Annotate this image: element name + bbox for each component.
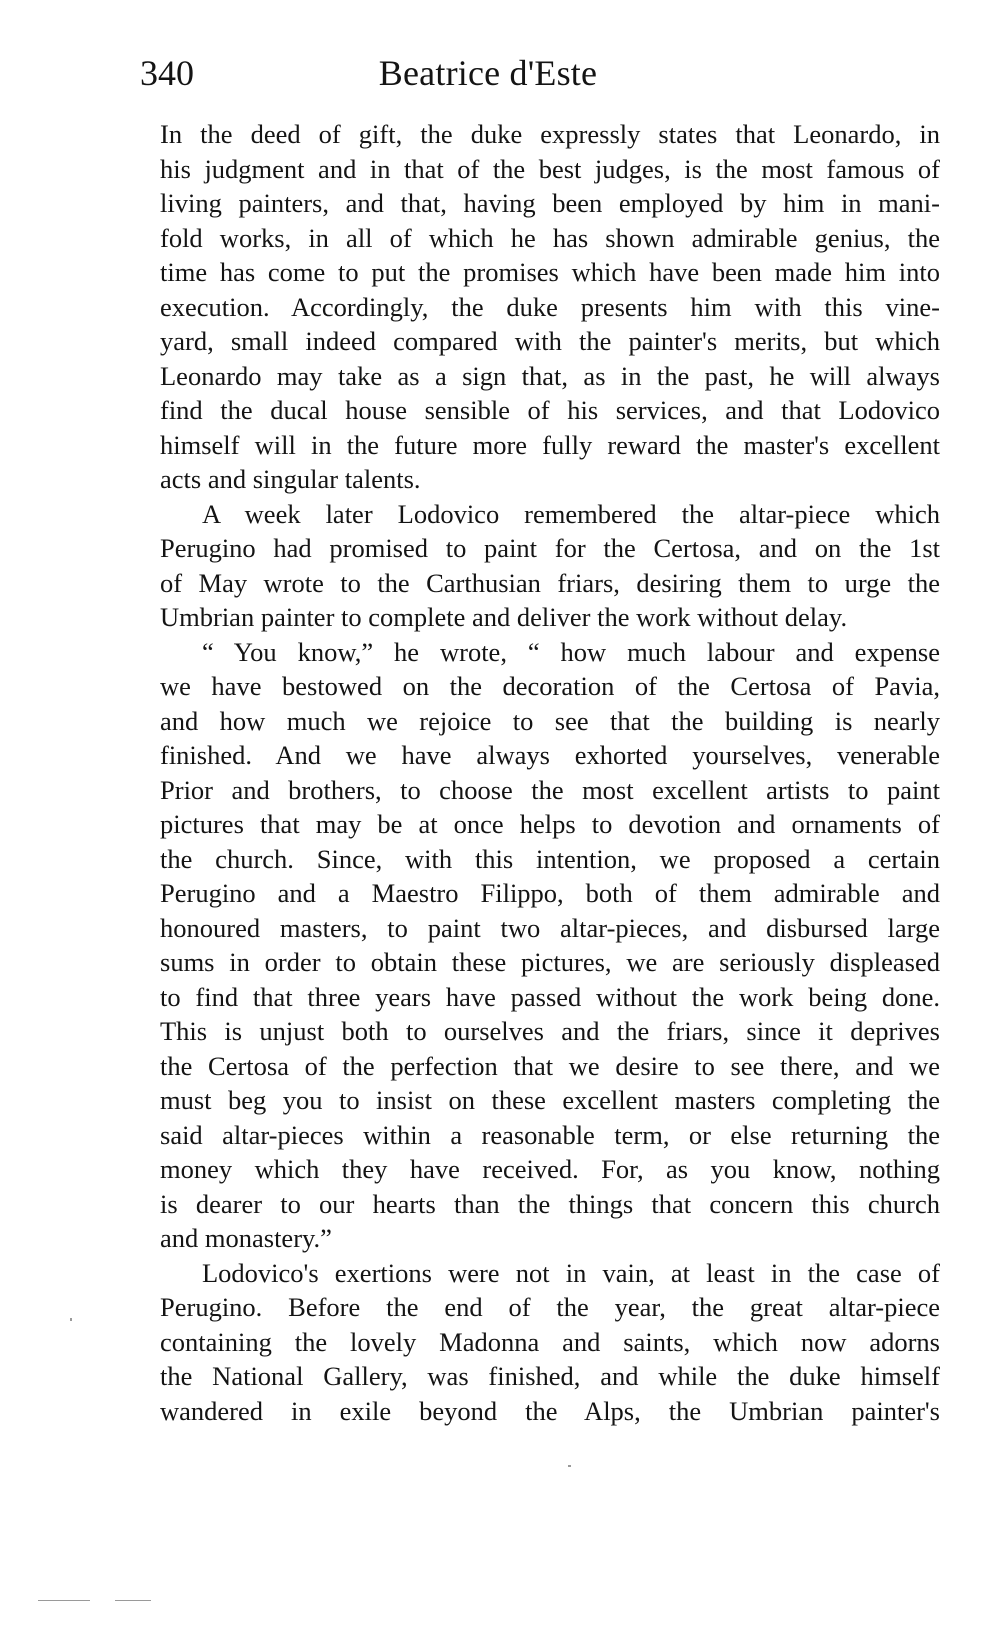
text-line: sums in order to obtain these pictures, we are seriously displeased: [160, 947, 940, 977]
paragraph-lodovico-exertions: [160, 1256, 940, 1429]
body-text: [160, 117, 940, 1428]
text-line: A week later Lodovico remembered the altar-piece which: [202, 498, 940, 529]
text-line: This is unjust both to ourselves and the friars, since it deprives: [160, 1016, 940, 1046]
text-line: In the deed of gift, the duke expressly states that Leonardo, in: [160, 119, 940, 149]
text-line: the National Gallery, was finished, and while the duke himself: [160, 1361, 940, 1391]
text-line: said altar-pieces within a reasonable term, or else returning the: [160, 1119, 940, 1150]
page-number: 340: [140, 53, 194, 93]
text-line: the Certosa of the perfection that we desire to see there, and we: [160, 1050, 940, 1081]
text-line: finished. And we have always exhorted yourselves, venerable: [160, 740, 940, 770]
text-line: and how much we rejoice to see that the building is nearly: [160, 705, 940, 736]
text-line: we have bestowed on the decoration of the Certosa of Pavia,: [160, 671, 940, 701]
paragraph-deed-of-gift: [160, 117, 940, 497]
text-line: Perugino had promised to paint for the Certosa, and on the 1st: [160, 533, 940, 563]
text-line: Leonardo may take as a sign that, as in the past, he will always: [160, 360, 940, 391]
text-line: is dearer to our hearts than the things that concern this church: [160, 1188, 940, 1219]
text-line: Perugino and a Maestro Filippo, both of them admirable and: [160, 878, 940, 908]
scan-speck: [568, 1465, 571, 1467]
text-line: his judgment and in that of the best judges, is the most famous of: [160, 153, 940, 184]
paragraph-duke-letter-quote: [160, 635, 940, 1256]
text-line: the church. Since, with this intention, we proposed a certain: [160, 843, 940, 874]
text-line: containing the lovely Madonna and saints, which now adorns: [160, 1326, 940, 1357]
text-line: and monastery.”: [160, 1223, 332, 1253]
text-line: of May wrote to the Carthusian friars, desiring them to urge the: [160, 567, 940, 598]
text-line: acts and singular talents.: [160, 464, 421, 494]
text-line: Umbrian painter to complete and deliver the work without delay.: [160, 602, 848, 632]
text-line: find the ducal house sensible of his services, and that Lodovico: [160, 395, 940, 425]
text-line: must beg you to insist on these excellent masters completing the: [160, 1085, 940, 1115]
text-line: execution. Accordingly, the duke presents him with this vine-: [160, 291, 940, 322]
text-line: himself will in the future more fully reward the master's excellent: [160, 429, 940, 460]
text-line: honoured masters, to paint two altar-pieces, and disbursed large: [160, 912, 940, 943]
text-line: yard, small indeed compared with the painter's merits, but which: [160, 326, 940, 356]
text-line: fold works, in all of which he has shown admirable genius, the: [160, 222, 940, 253]
text-line: to find that three years have passed without the work being done.: [160, 981, 940, 1012]
paragraph-perugino-altar-piece: [160, 497, 940, 635]
text-line: Prior and brothers, to choose the most excellent artists to paint: [160, 774, 940, 805]
text-line: living painters, and that, having been employed by him in mani-: [160, 188, 940, 218]
text-line: money which they have received. For, as you know, nothing: [160, 1154, 940, 1184]
scan-speck: [38, 1600, 90, 1601]
running-head: [140, 48, 836, 98]
text-line: pictures that may be at once helps to devotion and ornaments of: [160, 809, 940, 839]
text-line: “ You know,” he wrote, “ how much labour and expense: [202, 636, 940, 667]
scan-speck: [70, 1318, 72, 1321]
text-line: wandered in exile beyond the Alps, the Umbrian painter's: [160, 1395, 940, 1426]
text-line: Lodovico's exertions were not in vain, at least in the case of: [202, 1257, 940, 1288]
text-line: time has come to put the promises which have been made him into: [160, 257, 940, 287]
scan-speck: [115, 1600, 151, 1601]
running-title: Beatrice d'Este: [378, 53, 598, 93]
text-line: Perugino. Before the end of the year, the great altar-piece: [160, 1292, 940, 1322]
